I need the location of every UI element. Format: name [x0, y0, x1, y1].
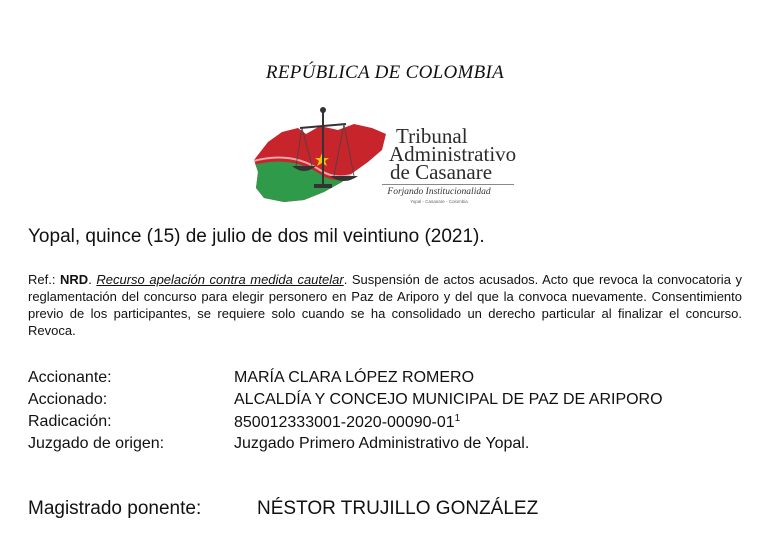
logo-divider: [382, 184, 514, 185]
party-value: Juzgado Primero Administrativo de Yopal.: [234, 435, 530, 452]
party-value: [234, 413, 460, 432]
magistrate-name: NÉSTOR TRUJILLO GONZÁLEZ: [257, 498, 539, 519]
ref-prefix: Ref.:: [28, 272, 56, 287]
reference-paragraph: Ref.: NRD. Recurso apelación contra medida cautelar. Suspensión de actos acusados. Acto que revoca la convocatoria y reglamentación del concurso para elegir personero en Paz de Ariporo y del que la convoca nuevamente. Consentimiento previo de los participantes, se requiere solo cuando se ha consolidado un derecho particular al finalizar el concurso. Revoca.: [28, 272, 742, 338]
magistrate-label: Magistrado ponente:: [28, 498, 202, 519]
ref-title: Recurso apelación contra medida cautelar: [96, 272, 344, 287]
country-heading: REPÚBLICA DE COLOMBIA: [265, 62, 505, 83]
party-label: Accionado:: [28, 391, 108, 408]
date-line: Yopal, quince (15) de julio de dos mil veintiuno (2021).: [28, 226, 485, 247]
party-label: Juzgado de origen:: [28, 435, 165, 452]
casanare-map-scales-icon: [250, 104, 390, 206]
radicacion-number: 850012333001-2020-00090-01: [234, 414, 455, 431]
logo-text-casanare: de Casanare: [390, 160, 493, 184]
logo-text-tribunal: Tribunal: [396, 124, 468, 148]
logo-places: Yopal - Casanare - Colombia: [410, 199, 468, 204]
party-label: Accionante:: [28, 369, 112, 386]
logo-text-administrativo: Administrativo: [389, 142, 517, 166]
ref-code: NRD: [60, 272, 89, 287]
party-label: Radicación:: [28, 413, 112, 430]
logo-motto: Forjando Institucionalidad: [387, 187, 491, 197]
ref-body: . Suspensión de actos acusados. Acto que revoca la convocatoria y reglamentación del concurso para elegir personero en Paz de Ariporo y del que la convoca nuevamente. Consentimiento previo de los participantes, se requiere solo cuando se ha consolidado un derecho particular al finalizar el concurso. Revoca.: [28, 272, 742, 338]
footnote-marker: 1: [454, 413, 461, 424]
party-value: MARÍA CLARA LÓPEZ ROMERO: [234, 369, 475, 386]
tribunal-logo: [250, 104, 530, 206]
party-value: ALCALDÍA Y CONCEJO MUNICIPAL DE PAZ DE ARIPORO: [234, 391, 663, 408]
